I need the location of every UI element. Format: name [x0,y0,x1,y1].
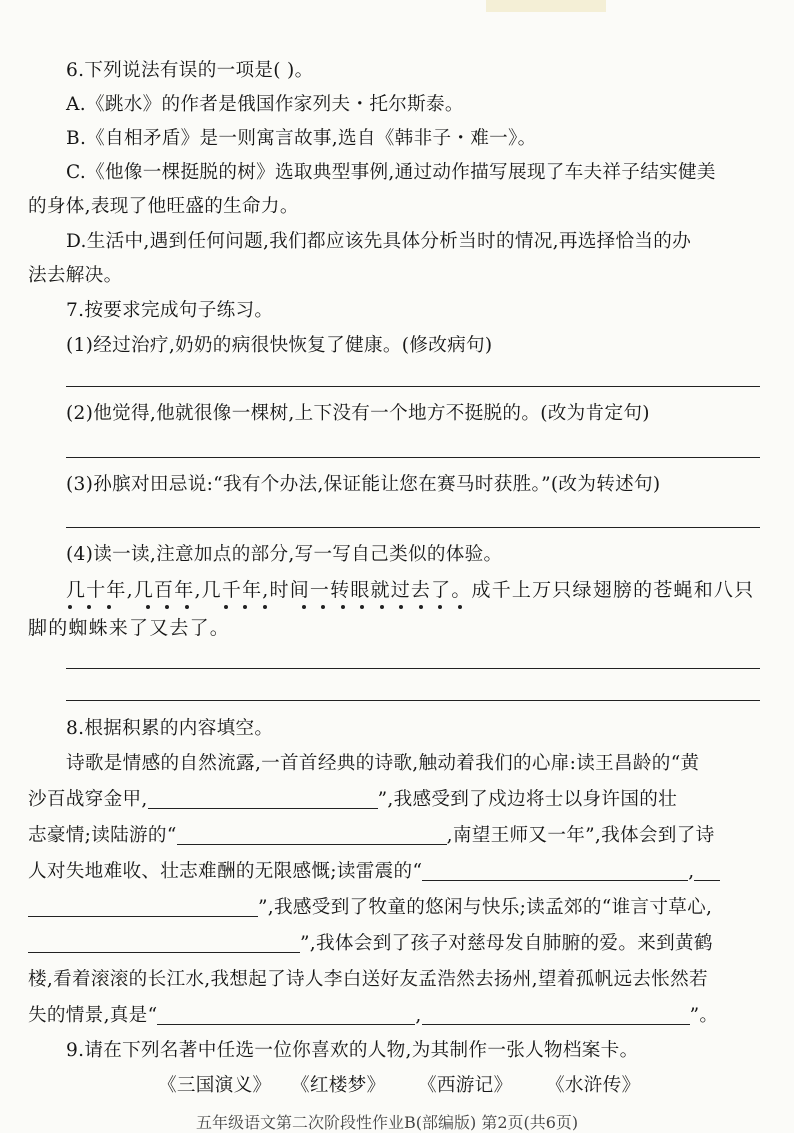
q8-line-8 [28,1003,718,1029]
q6-option-d-line1: D.生活中,遇到任何问题,我们都应该先具体分析当时的情况,再选择恰当的办 [66,231,692,252]
q8-line-8-text-a: 失的情景,真是“ [28,1005,158,1026]
q9-book-1: 《三国演义》 [158,1075,272,1096]
q8-line-5 [28,895,712,921]
q8-line-7: 楼,看着滚滚的长江水,我想起了诗人李白送好友孟浩然去扬州,望着孤帆远去怅然若 [28,969,708,990]
q8-line-2-text-a: 沙百战穿金甲, [28,789,148,810]
q7-answer-line-2[interactable] [66,457,760,458]
q7-passage-line1: 几十年,几百年,几千年,时间一转眼就过去了。成千上万只绿翅膀的苍蝇和八只 [66,579,755,601]
q6-option-c-line2: 的身体,表现了他旺盛的生命力。 [28,196,299,217]
q6-option-a: A.《跳水》的作者是俄国作家列夫・托尔斯泰。 [66,94,464,115]
q7-passage-line2: 脚的蜘蛛来了又去了。 [28,617,231,639]
q6-option-c-line1: C.《他像一棵挺脱的树》选取典型事例,通过动作描写展现了车夫祥子结实健美 [66,162,716,183]
q8-line-3 [28,823,715,849]
q6-prompt: 6.下列说法有误的一项是( )。 [66,60,314,81]
q8-blank-1[interactable] [148,789,378,809]
q7-sentence-4: (4)读一读,注意加点的部分,写一写自己类似的体验。 [66,544,503,565]
q7-answer-line-1[interactable] [66,386,760,387]
page-footer: 五年级语文第二次阶段性作业B(部编版) 第2页(共6页) [196,1113,579,1132]
q7-answer-line-5[interactable] [66,700,760,701]
q8-line-6-text: ”,我体会到了孩子对慈母发自肺腑的爱。来到黄鹤 [300,933,713,954]
q8-line-2 [28,787,677,813]
q6-option-b: B.《自相矛盾》是一则寓言故事,选自《韩非子・难一》。 [66,128,537,149]
q8-line-3-text-a: 志豪情;读陆游的“ [28,825,177,846]
q8-line-6 [28,931,713,957]
q7-sentence-1: (1)经过治疗,奶奶的病很快恢复了健康。(修改病句) [66,335,493,356]
q8-line-3-text-b: ,南望王师又一年”,我体会到了诗 [446,825,715,846]
q7-sentence-2: (2)他觉得,他就很像一棵树,上下没有一个地方不挺脱的。(改为肯定句) [66,403,650,424]
q8-line-1: 诗歌是情感的自然流露,一首首经典的诗歌,触动着我们的心扉:读王昌龄的“黄 [66,753,700,774]
q8-line-5-text: ”,我感受到了牧童的悠闲与快乐;读孟郊的“谁言寸草心, [258,897,713,918]
q8-blank-4-start[interactable] [694,861,720,881]
q8-line-8-text-c: ”。 [689,1005,719,1026]
q8-blank-7[interactable] [422,1005,690,1025]
q8-prompt: 8.根据积累的内容填空。 [66,718,274,739]
q7-sentence-3: (3)孙膑对田忌说:“我有个办法,保证能让您在赛马时获胜。”(改为转述句) [66,474,661,495]
q8-line-4-text-a: 人对失地难收、壮志难酬的无限感慨;读雷震的“ [28,861,423,882]
q8-line-4-text-b: , [688,861,695,882]
q9-book-3: 《西游记》 [418,1075,513,1096]
q7-prompt: 7.按要求完成句子练习。 [66,300,274,321]
q7-answer-line-3[interactable] [66,527,760,528]
q8-blank-6[interactable] [157,1005,415,1025]
q8-line-4 [28,859,720,885]
q8-line-8-text-b: , [415,1005,422,1026]
q8-blank-2[interactable] [177,825,447,845]
top-stamp-mark [486,0,606,12]
q8-blank-5[interactable] [28,933,300,953]
q9-book-2: 《红楼梦》 [291,1075,386,1096]
q6-option-d-line2: 法去解决。 [28,265,123,286]
q8-line-2-text-b: ”,我感受到了戍边将士以身许国的壮 [377,789,678,810]
q8-blank-4[interactable] [28,897,258,917]
q9-book-4: 《水浒传》 [546,1075,641,1096]
q8-blank-3[interactable] [422,861,688,881]
q7-answer-line-4[interactable] [66,668,760,669]
q9-prompt: 9.请在下列名著中任选一位你喜欢的人物,为其制作一张人物档案卡。 [66,1040,639,1061]
